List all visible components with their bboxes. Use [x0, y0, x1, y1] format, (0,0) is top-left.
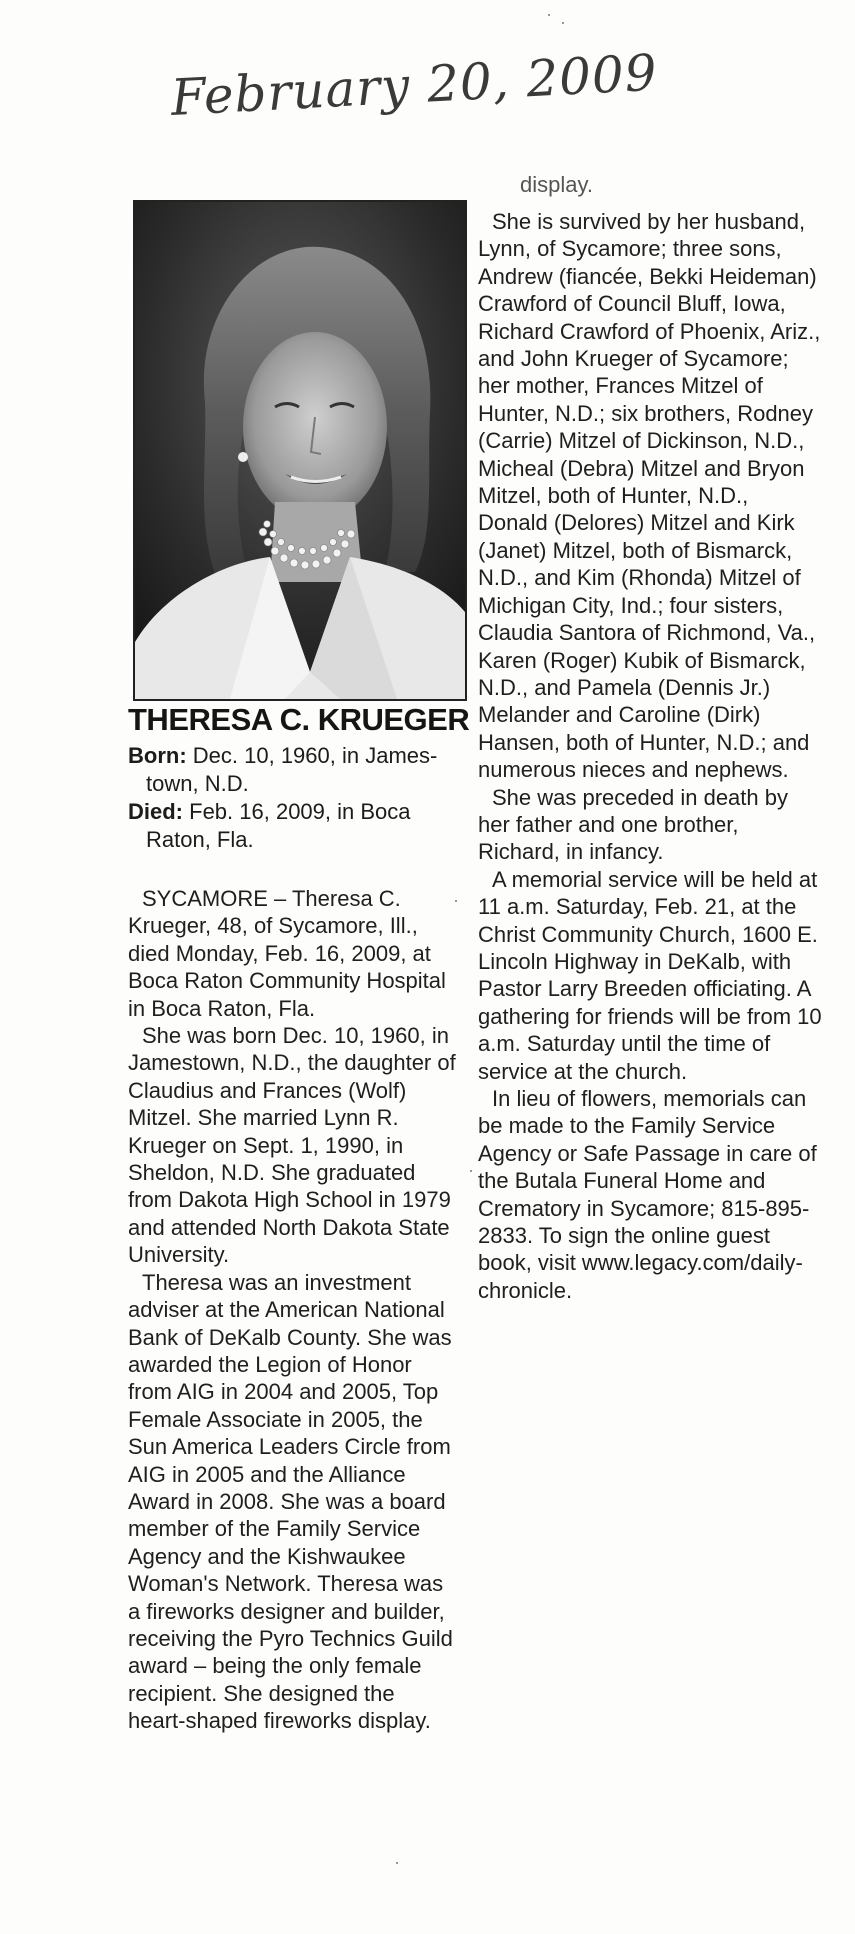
- died-row: [128, 798, 458, 826]
- portrait-photo: [133, 200, 467, 701]
- paragraph-birth: She was born Dec. 10, 1960, in Jamestown, N.D., the daughter of Claudius and Frances (Wolf) Mitzel. She married Lynn R. Krueger on Sept. 1, 1990, in Sheldon, N.D. She graduated from Dakota High School in 1979 and attended North Dakota State University.: [128, 1023, 456, 1268]
- obituary-name: THERESA C. KRUEGER: [128, 702, 470, 737]
- right-column: [478, 208, 823, 1304]
- handwritten-date: February 20, 2009: [169, 43, 659, 127]
- cut-off-text-fragment: [520, 172, 620, 198]
- paragraph-memorials: In lieu of flowers, memorials can be made to the Family Service Agency or Safe Passage in care of the Butala Funeral Home and Crematory in Sycamore; 815-895-2833. To sign the online guest book, visit www.legacy.com/daily-chronicle.: [478, 1086, 817, 1303]
- vitals: [128, 742, 458, 854]
- scan-speck: [562, 22, 564, 24]
- portrait-image: [135, 202, 465, 699]
- born-row: [128, 742, 458, 770]
- scan-speck: [455, 900, 457, 902]
- scan-speck: [548, 14, 550, 16]
- paragraph-service: A memorial service will be held at 11 a.m. Saturday, Feb. 21, at the Christ Community Church, 1600 E. Lincoln Highway in DeKalb, with Pastor Larry Breeden officiating. A gathering for friends will be from 10 a.m. Saturday until the time of service at the church.: [478, 866, 822, 1084]
- born-line1: Dec. 10, 1960, in James-: [192, 743, 438, 768]
- paragraph-intro: SYCAMORE – Theresa C. Krueger, 48, of Sycamore, Ill., died Monday, Feb. 16, 2009, at Boca Raton Community Hospital in Boca Raton, Fla.: [128, 886, 446, 1021]
- born-line2: town, N.D.: [146, 771, 249, 796]
- paragraph-preceded: She was preceded in death by her father and one brother, Richard, in infancy.: [478, 784, 788, 865]
- born-label: Born:: [128, 743, 187, 768]
- scan-speck: [470, 1170, 472, 1172]
- cut-off-text: display.: [520, 172, 593, 197]
- died-line1: Feb. 16, 2009, in Boca: [189, 799, 411, 824]
- scan-speck: [396, 1862, 398, 1864]
- died-line2: Raton, Fla.: [146, 827, 254, 852]
- paragraph-career: Theresa was an investment adviser at the American National Bank of DeKalb County. She was awarded the Legion of Honor from AIG in 2004 and 2005, Top Female Associate in 2005, the Sun America Leaders Circle from AIG in 2005 and the Alliance Award in 2008. She was a board member of the Family Service Agency and the Kishwaukee Woman's Network. Theresa was a fireworks designer and builder, receiving the Pyro Technics Guild award – being the only female recipient. She designed the heart-shaped fireworks display.: [128, 1269, 453, 1734]
- paragraph-survivors: She is survived by her husband, Lynn, of Sycamore; three sons, Andrew (fiancée, Bekki Heideman) Crawford of Council Bluff, Iowa, Richard Crawford of Phoenix, Ariz., and John Krueger of Sycamore; her mother, Frances Mitzel of Hunter, N.D.; six brothers, Rodney (Carrie) Mitzel of Dickinson, N.D., Micheal (Debra) Mitzel and Bryon Mitzel, both of Hunter, N.D., Donald (Delores) Mitzel and Kirk (Janet) Mitzel, both of Bismarck, N.D., and Kim (Rhonda) Mitzel of Michigan City, Ind.; four sisters, Claudia Santora of Richmond, Va., Karen (Roger) Kubik of Bismarck, N.D., and Pamela (Dennis Jr.) Melander and Caroline (Dirk) Hansen, both of Hunter, N.D.; and numerous nieces and nephews.: [478, 209, 821, 783]
- died-label: Died:: [128, 799, 183, 824]
- left-column: [128, 885, 458, 1735]
